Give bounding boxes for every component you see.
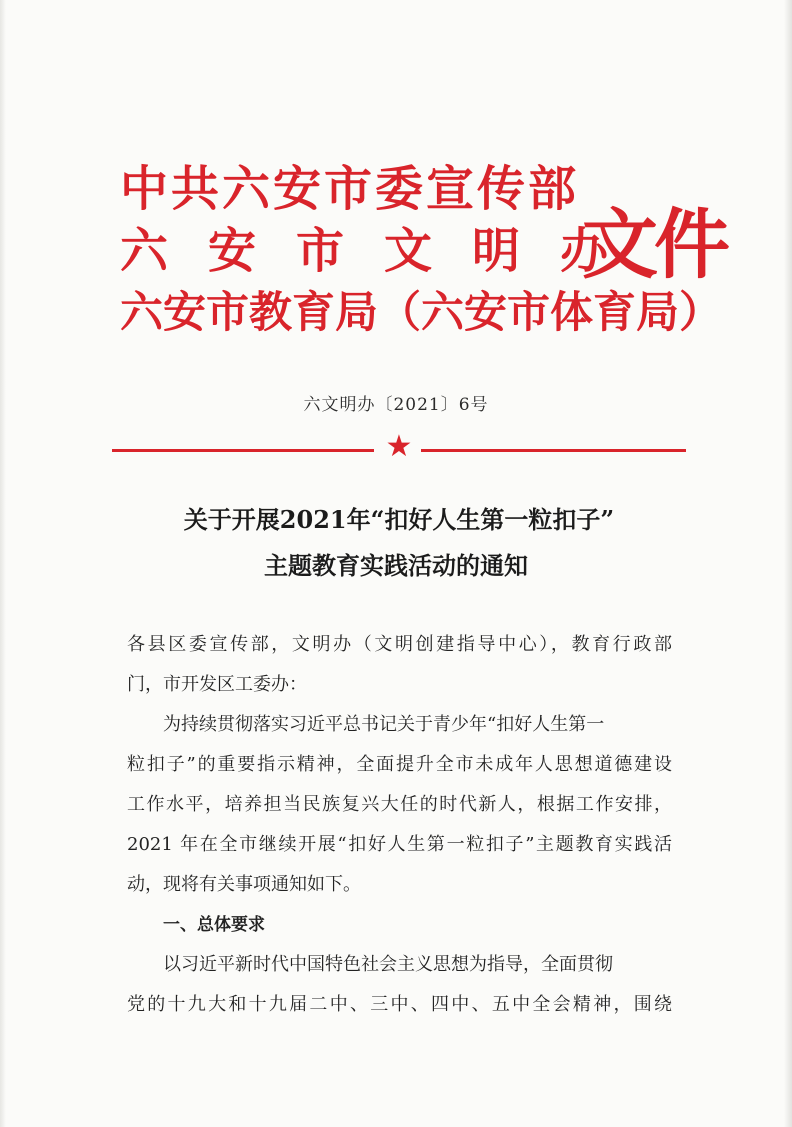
section-heading-1: 一、总体要求 <box>163 915 265 935</box>
masthead-issuer-3: 六安市教育局（六安市体育局） <box>120 288 722 338</box>
paragraph-1-line-3: 工作水平，培养担当民族复兴大任的时代新人，根据工作安排， <box>127 794 672 815</box>
paragraph-2-line-2: 党的十九大和十九届二中、三中、四中、五中全会精神，围绕 <box>127 994 672 1015</box>
addressee-line-2: 门，市开发区工委办： <box>127 674 307 695</box>
document-number: 六文明办〔2021〕6号 <box>303 395 489 415</box>
star-icon: ★ <box>385 429 413 464</box>
paragraph-2-line-1: 以习近平新时代中国特色社会主义思想为指导，全面贯彻 <box>163 954 613 975</box>
paragraph-1-line-1: 为持续贯彻落实习近平总书记关于青少年“扣好人生第一 <box>163 714 605 735</box>
title-line-1: 关于开展2021年“扣好人生第一粒扣子” <box>183 505 615 534</box>
document-title <box>0 500 792 586</box>
red-divider-left <box>112 449 374 452</box>
addressee-line-1: 各县区委宣传部，文明办（文明创建指导中心），教育行政部 <box>127 634 672 655</box>
masthead-document-suffix: 文件 <box>582 200 726 289</box>
document-body <box>127 625 672 1025</box>
paragraph-1-line-4: 2021 年在全市继续开展“扣好人生第一粒扣子”主题教育实践活 <box>127 834 672 855</box>
paragraph-1-line-2: 粒扣子”的重要指示精神，全面提升全市未成年人思想道德建设 <box>127 754 672 775</box>
masthead-issuer-1: 中共六安市委宣传部 <box>120 161 580 217</box>
red-divider-right <box>421 449 686 452</box>
masthead-issuer-2: 六安市文明办 <box>120 223 649 279</box>
paragraph-1-line-5: 动，现将有关事项通知如下。 <box>127 874 361 895</box>
title-line-2: 主题教育实践活动的通知 <box>264 551 528 580</box>
